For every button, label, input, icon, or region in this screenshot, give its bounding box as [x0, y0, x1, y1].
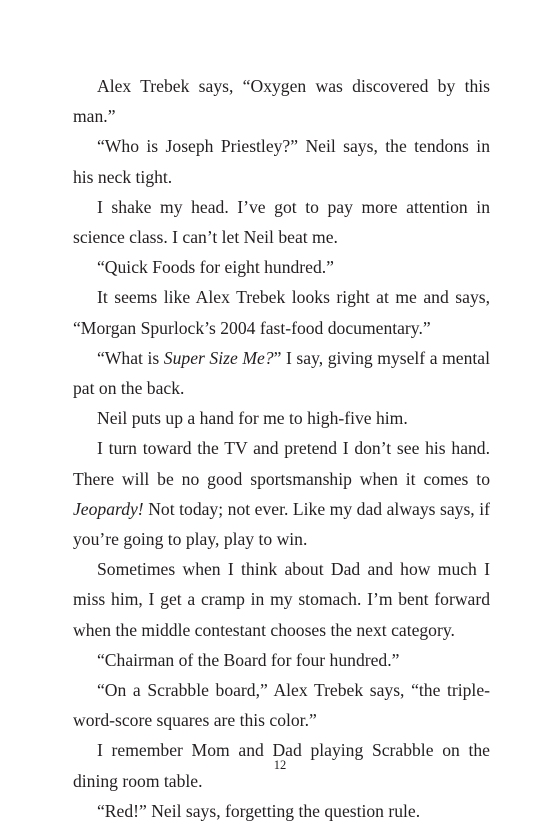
page-number: 12	[273, 758, 287, 772]
paragraph: I turn toward the TV and pretend I don’t see his hand. There will be no good sportsmanship when it comes to Jeopardy! Not today; not ever. Like my dad always says, if you’re going to play, play to win.	[73, 438, 490, 550]
paragraph: “On a Scrabble board,” Alex Trebek says, “the triple-word-score squares are this color.”	[73, 680, 490, 731]
paragraph: “Quick Foods for eight hundred.”	[97, 257, 334, 278]
paragraph: “Red!” Neil says, forgetting the question rule.	[97, 800, 421, 821]
italic-title: Jeopardy!	[73, 498, 144, 519]
paragraph: Alex Trebek says, “Oxygen was discovered by this man.”	[73, 76, 490, 127]
paragraph: “Who is Joseph Priestley?” Neil says, the tendons in his neck tight.	[73, 136, 490, 187]
paragraph: I remember Mom and Dad playing Scrabble on the dining room table.	[73, 740, 490, 791]
body-text	[73, 71, 490, 826]
paragraph: Sometimes when I think about Dad and how much I miss him, I get a cramp in my stomach. I’m bent forward when the middle contestant chooses the next category.	[73, 559, 490, 640]
paragraph: It seems like Alex Trebek looks right at me and says, “Morgan Spurlock’s 2004 fast-food documentary.”	[73, 287, 490, 338]
paragraph: I shake my head. I’ve got to pay more attention in science class. I can’t let Neil beat me.	[73, 196, 490, 248]
paragraph: “Chairman of the Board for four hundred.”	[97, 649, 400, 670]
paragraph: Neil puts up a hand for me to high-five him.	[97, 408, 408, 429]
paragraph: “What is Super Size Me?” I say, giving myself a mental pat on the back.	[73, 347, 490, 399]
italic-title: Super Size Me?	[163, 347, 274, 368]
